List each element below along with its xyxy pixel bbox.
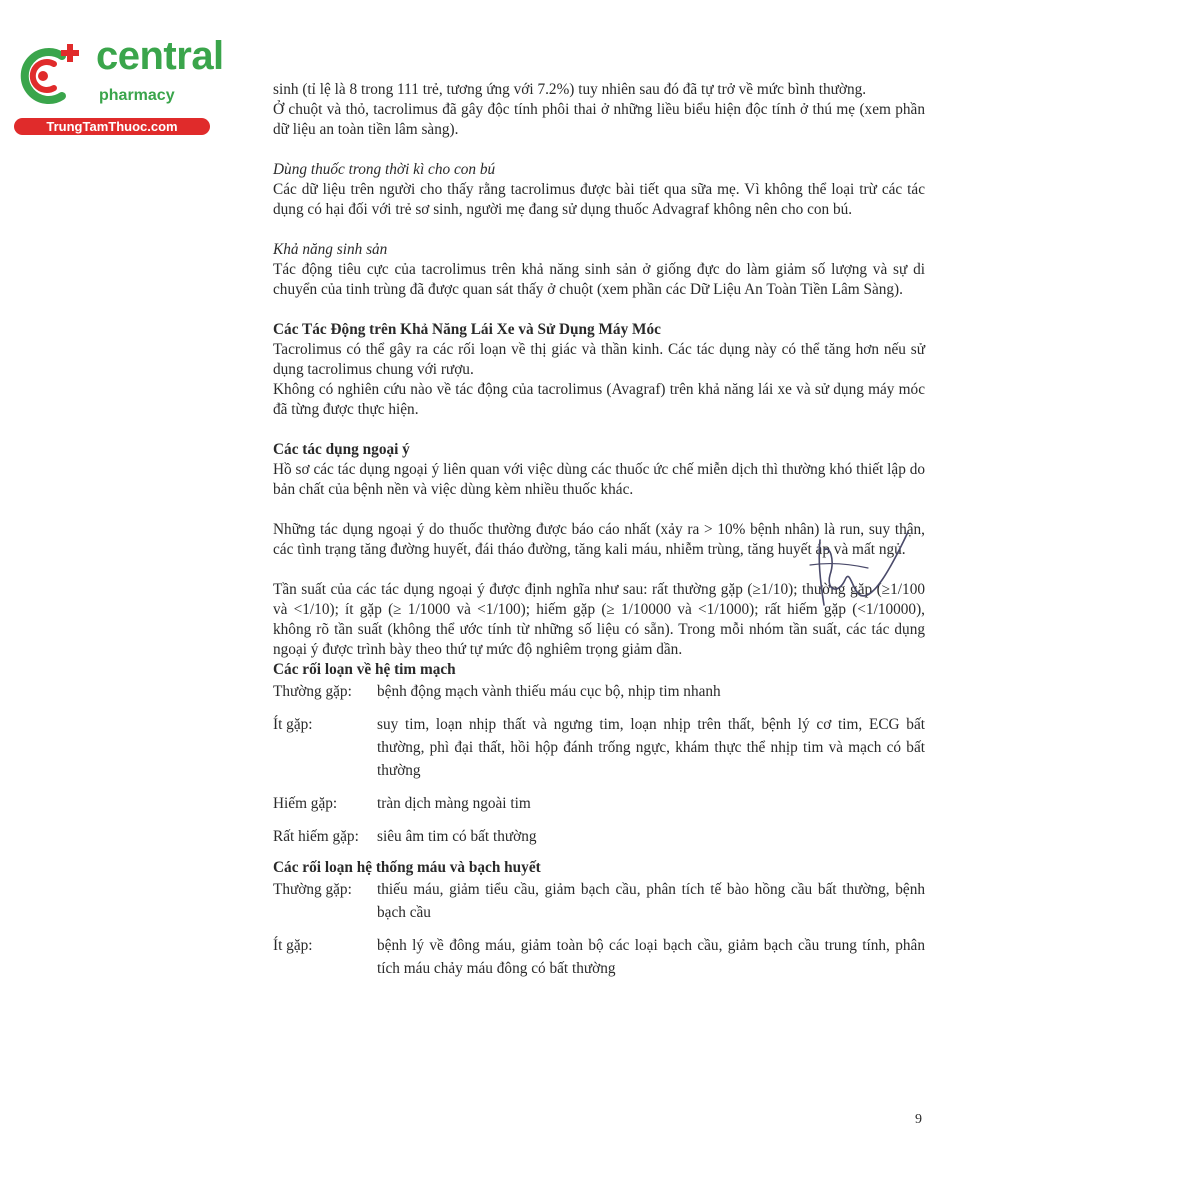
frequency-desc: bệnh lý về đông máu, giảm toàn bộ các loại bạch cầu, giảm bạch cầu trung tính, phân tích máu chảy máu đông có bất thường — [377, 937, 925, 977]
paragraph: Những tác dụng ngoại ý do thuốc thường được báo cáo nhất (xảy ra > 10% bệnh nhân) là run, suy thận, các tình trạng tăng đường huyết, đái tháo đường, tăng kali máu, nhiễm trùng, tăng huyết áp và mất ngủ. — [273, 521, 925, 558]
frequency-term: Hiếm gặp: — [273, 795, 338, 812]
section-heading-fertility: Khả năng sinh sản — [273, 241, 388, 258]
frequency-desc: thiếu máu, giảm tiểu cầu, giảm bạch cầu, phân tích tế bào hồng cầu bất thường, bệnh bạch cầu — [377, 881, 925, 921]
section-heading-blood: Các rối loạn hệ thống máu và bạch huyết — [273, 859, 541, 876]
paragraph: Hồ sơ các tác dụng ngoại ý liên quan với việc dùng các thuốc ức chế miễn dịch thì thường khó thiết lập do bản chất của bệnh nền và việc dùng kèm nhiều thuốc khác. — [273, 461, 925, 498]
signature-mark — [790, 520, 915, 615]
paragraph: Tác động tiêu cực của tacrolimus trên khả năng sinh sản ở giống đực do làm giảm số lượng và sự di chuyển của tinh trùng đã được quan sát thấy ở chuột (xem phần các Dữ Liệu An Toàn Tiền Lâm Sàng). — [273, 261, 925, 298]
section-heading-cardiac: Các rối loạn về hệ tim mạch — [273, 661, 456, 678]
frequency-desc: siêu âm tim có bất thường — [377, 828, 537, 845]
paragraph: Tần suất của các tác dụng ngoại ý được định nghĩa như sau: rất thường gặp (≥1/10); thường gặp (≥1/100 và <1/10); ít gặp (≥ 1/1000 và <1/100); hiếm gặp (≥ 1/10000 và <1/1000); rất hiếm gặp (<1/10000), không rõ tần suất (không thể ước tính từ những số liệu có sẵn). Trong mỗi nhóm tần suất, các tác dụng ngoại ý được trình bày theo thứ tự mức độ nghiêm trọng giảm dần. — [273, 581, 925, 658]
frequency-term: Ít gặp: — [273, 716, 313, 733]
paragraph: Ở chuột và thỏ, tacrolimus đã gây độc tính phôi thai ở những liều biểu hiện độc tính ở thú mẹ (xem phần dữ liệu an toàn tiền lâm sàng). — [273, 101, 925, 138]
frequency-term: Rất hiếm gặp: — [273, 828, 359, 845]
frequency-desc: suy tim, loạn nhịp thất và ngưng tim, loạn nhịp trên thất, bệnh lý cơ tim, ECG bất thường, phì đại thất, hồi hộp đánh trống ngực, khám thực thể nhịp tim và mạch có bất thường — [377, 716, 925, 779]
paragraph: Không có nghiên cứu nào về tác động của tacrolimus (Avagraf) trên khả năng lái xe và sử dụng máy móc đã từng được thực hiện. — [273, 381, 925, 418]
blood-list — [273, 878, 925, 980]
list-item — [273, 825, 925, 848]
logo-sub: pharmacy — [99, 87, 175, 104]
frequency-term: Thường gặp: — [273, 881, 352, 898]
paragraph: Tacrolimus có thể gây ra các rối loạn về thị giác và thần kinh. Các tác dụng này có thể tăng hơn nếu sử dụng tacrolimus chung với rượu. — [273, 341, 925, 378]
list-item — [273, 680, 925, 703]
section-heading-driving: Các Tác Động trên Khả Năng Lái Xe và Sử Dụng Máy Móc — [273, 321, 661, 338]
list-item — [273, 934, 925, 980]
logo-site: TrungTamThuoc.com — [14, 118, 210, 135]
section-heading-breastfeeding: Dùng thuốc trong thời kì cho con bú — [273, 161, 496, 178]
paragraph: Các dữ liệu trên người cho thấy rằng tacrolimus được bài tiết qua sữa mẹ. Vì không thể loại trừ các tác dụng có hại đối với trẻ sơ sinh, người mẹ đang sử dụng thuốc Advagraf không nên cho con bú. — [273, 181, 925, 218]
frequency-desc: bệnh động mạch vành thiếu máu cục bộ, nhịp tim nhanh — [377, 683, 721, 700]
frequency-desc: tràn dịch màng ngoài tim — [377, 795, 531, 812]
pharmacy-logo — [10, 34, 224, 138]
list-item — [273, 713, 925, 782]
frequency-term: Ít gặp: — [273, 937, 313, 954]
page-number: 9 — [915, 1112, 922, 1127]
central-pharmacy-logo-icon — [10, 38, 90, 108]
list-item — [273, 878, 925, 924]
cardiac-list — [273, 680, 925, 848]
section-heading-adverse: Các tác dụng ngoại ý — [273, 441, 410, 458]
list-item — [273, 792, 925, 815]
paragraph: sinh (tỉ lệ là 8 trong 111 trẻ, tương ứng với 7.2%) tuy nhiên sau đó đã tự trở về mức bình thường. — [273, 81, 867, 98]
logo-brand: central — [96, 34, 224, 78]
frequency-term: Thường gặp: — [273, 683, 352, 700]
